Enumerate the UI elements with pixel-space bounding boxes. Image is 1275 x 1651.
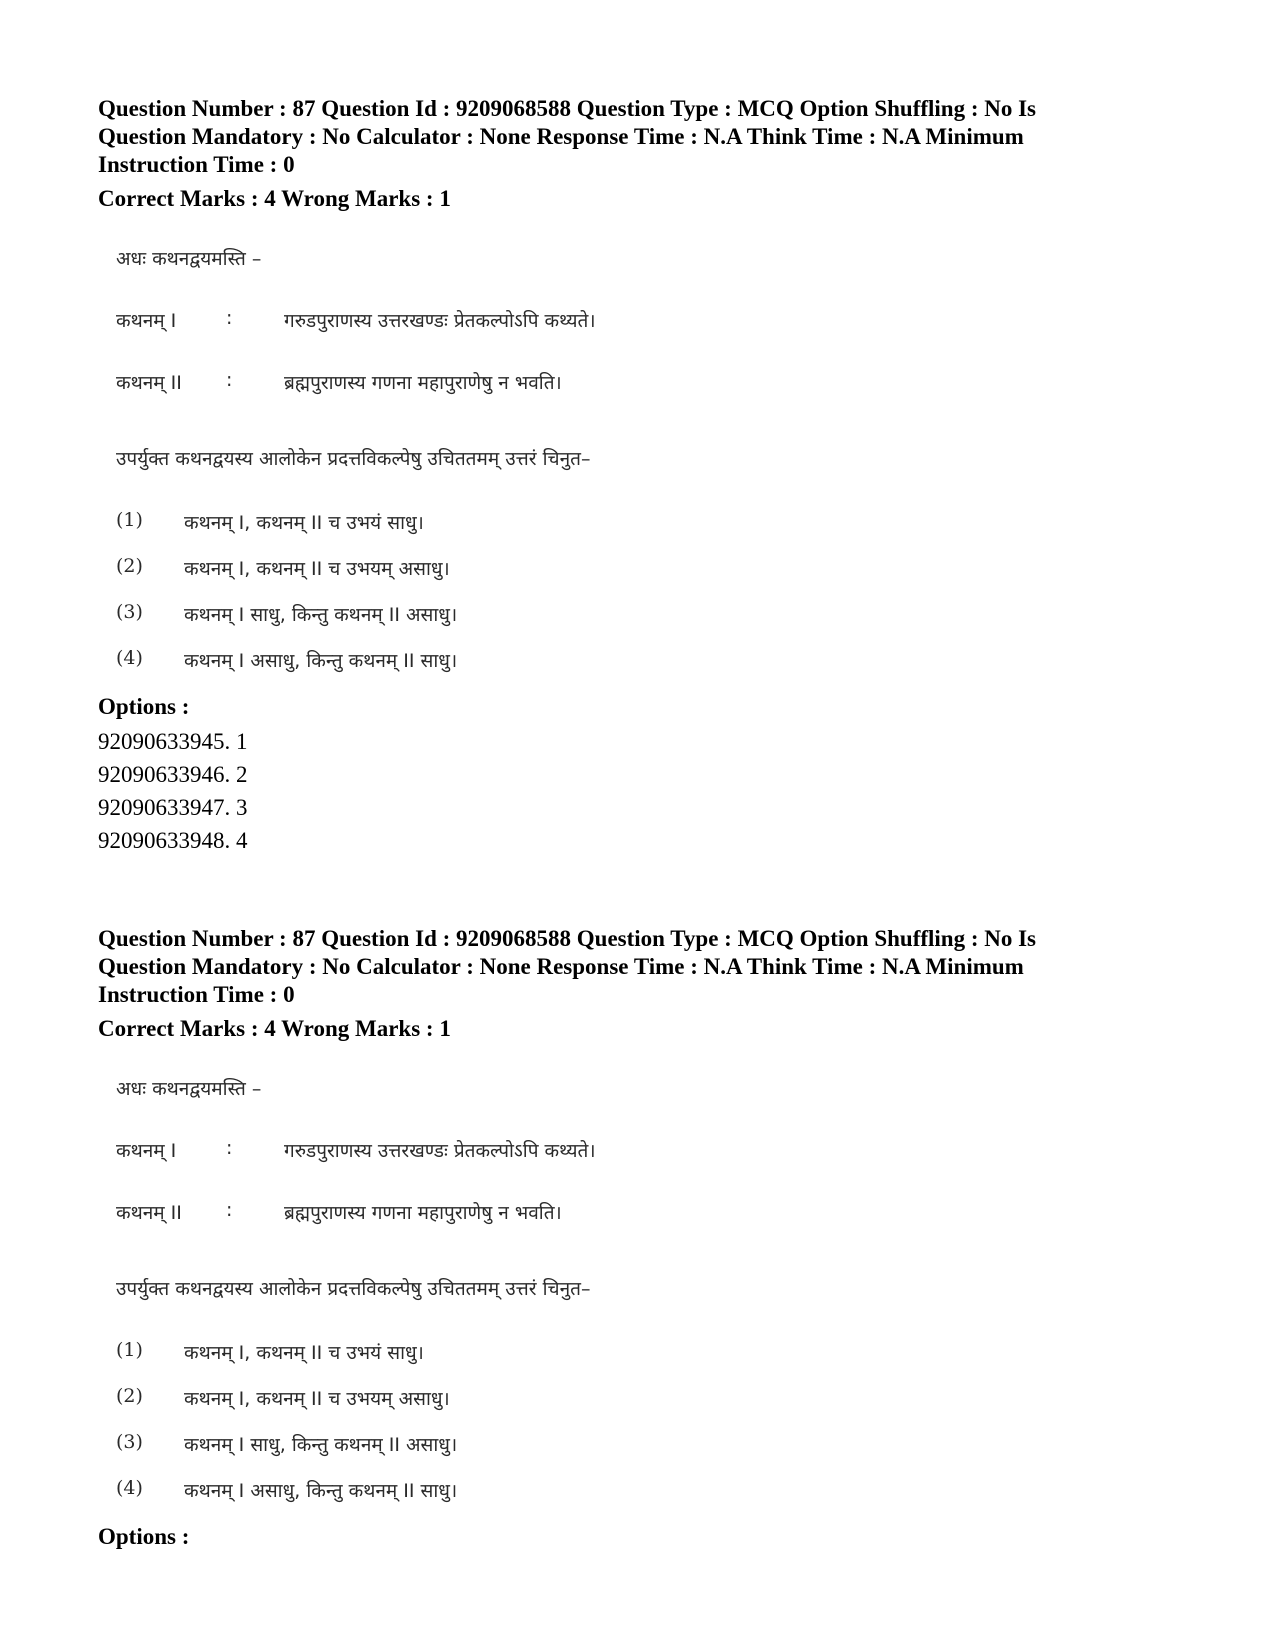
question-prompt: उपर्युक्त कथनद्वयस्य आलोकेन प्रदत्तविकल्पेषु उचिततमम् उत्तरं चिनुत– [116, 1278, 591, 1300]
options-label: Options : [98, 694, 190, 719]
choice-text: कथनम् I साधु, किन्तु कथनम् II असाधु। [184, 604, 458, 626]
statement-text: गरुडपुराणस्य उत्तरखण्डः प्रेतकल्पोऽपि कथ्यते। [284, 310, 596, 332]
choice-3 [116, 1431, 1198, 1461]
question-prompt: उपर्युक्त कथनद्वयस्य आलोकेन प्रदत्तविकल्पेषु उचिततमम् उत्तरं चिनुत– [116, 448, 591, 470]
options-list [98, 725, 1198, 857]
marks-line: Correct Marks : 4 Wrong Marks : 1 [98, 1016, 451, 1041]
option-item: 92090633945. 1 [98, 729, 248, 754]
choice-text: कथनम् I, कथनम् II च उभयं साधु। [184, 512, 424, 534]
marks-line: Correct Marks : 4 Wrong Marks : 1 [98, 186, 451, 211]
choice-number: (1) [116, 509, 143, 531]
choice-2 [116, 555, 1198, 585]
statement-colon: : [226, 1199, 233, 1221]
choice-text: कथनम् I असाधु, किन्तु कथनम् II साधु। [184, 1480, 458, 1502]
choice-text: कथनम् I साधु, किन्तु कथनम् II असाधु। [184, 1434, 458, 1456]
question-block-1 [98, 95, 1198, 857]
question-metadata [98, 95, 1148, 179]
statement-label: कथनम् I [116, 1140, 177, 1162]
meta-line-1: Question Number : 87 Question Id : 9209068588 Question Type : MCQ Option Shuffling : No Is [98, 926, 1037, 951]
meta-line-2: Question Mandatory : No Calculator : None Response Time : N.A Think Time : N.A Minimum [98, 124, 1024, 149]
choice-text: कथनम् I, कथनम् II च उभयम् असाधु। [184, 558, 450, 580]
question-content [116, 1075, 1198, 1507]
question-content [116, 245, 1198, 677]
choice-number: (3) [116, 1431, 143, 1453]
statement-colon: : [226, 369, 233, 391]
statement-colon: : [226, 1137, 233, 1159]
choice-number: (4) [116, 647, 143, 669]
choice-1 [116, 1339, 1198, 1369]
choice-2 [116, 1385, 1198, 1415]
choice-number: (1) [116, 1339, 143, 1361]
statement-1 [116, 307, 1198, 337]
options-label: Options : [98, 1524, 190, 1549]
statement-2 [116, 369, 1198, 399]
choice-text: कथनम् I, कथनम् II च उभयम् असाधु। [184, 1388, 450, 1410]
choice-text: कथनम् I, कथनम् II च उभयं साधु। [184, 1342, 424, 1364]
question-block-2 [98, 925, 1198, 1551]
statement-1 [116, 1137, 1198, 1167]
option-item: 92090633946. 2 [98, 762, 248, 787]
choice-4 [116, 647, 1198, 677]
choice-text: कथनम् I असाधु, किन्तु कथनम् II साधु। [184, 650, 458, 672]
choice-1 [116, 509, 1198, 539]
choice-number: (3) [116, 601, 143, 623]
question-metadata [98, 925, 1148, 1009]
statement-2 [116, 1199, 1198, 1229]
statement-text: ब्रह्मपुराणस्य गणना महापुराणेषु न भवति। [284, 372, 562, 394]
choice-number: (4) [116, 1477, 143, 1499]
statement-label: कथनम् II [116, 372, 182, 394]
option-item: 92090633948. 4 [98, 828, 248, 853]
statement-text: गरुडपुराणस्य उत्तरखण्डः प्रेतकल्पोऽपि कथ्यते। [284, 1140, 596, 1162]
meta-line-1: Question Number : 87 Question Id : 9209068588 Question Type : MCQ Option Shuffling : No Is [98, 96, 1037, 121]
option-item: 92090633947. 3 [98, 795, 248, 820]
choice-number: (2) [116, 1385, 143, 1407]
statement-label: कथनम् I [116, 310, 177, 332]
question-intro: अधः कथनद्वयमस्ति – [116, 1078, 262, 1100]
meta-line-3: Instruction Time : 0 [98, 152, 295, 177]
meta-line-3: Instruction Time : 0 [98, 982, 295, 1007]
statement-label: कथनम् II [116, 1202, 182, 1224]
choice-number: (2) [116, 555, 143, 577]
question-intro: अधः कथनद्वयमस्ति – [116, 248, 262, 270]
choice-4 [116, 1477, 1198, 1507]
statement-text: ब्रह्मपुराणस्य गणना महापुराणेषु न भवति। [284, 1202, 562, 1224]
statement-colon: : [226, 307, 233, 329]
choice-3 [116, 601, 1198, 631]
meta-line-2: Question Mandatory : No Calculator : None Response Time : N.A Think Time : N.A Minimum [98, 954, 1024, 979]
